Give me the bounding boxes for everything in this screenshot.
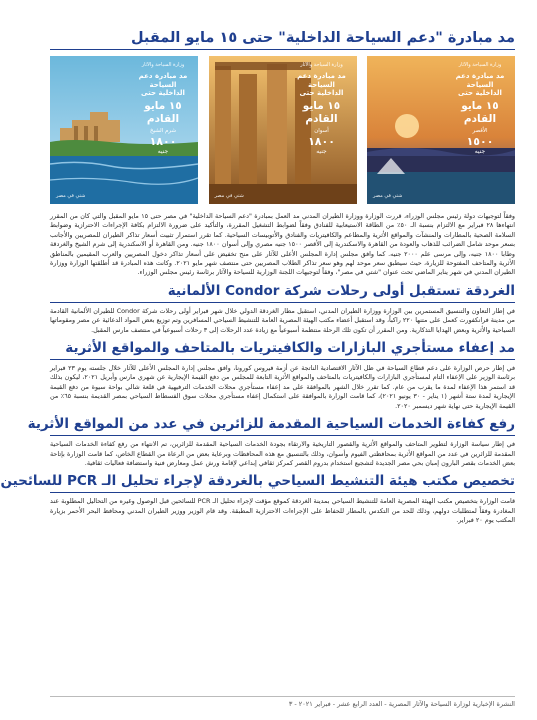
section-heading-condor: الغردقة تستقبل أولى رحلات شركة Condor الألمانية <box>50 283 515 303</box>
poster-currency: جنيه <box>474 147 486 155</box>
section-heading-bazaar-exemption: مد إعفاء مستأجري البازارات والكافيتريات بالمتاحف والمواقع الأثرية <box>50 340 515 360</box>
section-body-site-services: في إطار سياسة الوزارة لتطوير المتاحف والمواقع الأثرية والقصور التاريخية والارتقاء بجودة الخدمات السياحية المقدمة للزائرين، تم الانتهاء من رفع كفاءة الخدمات السياحية المقدمة للزائرين في عدد من المواقع الأثرية بمحافظتي الفيوم وأسوان، وذلك بالتنسيق مع هذه المحافظات وبرعاية بعض من الرعاة من القطاع الخاص، كما قامت الوزارة بإتاحة بعض الخدمات بقصر البارون إمبان بحي مصر الجديدة لتشجيع استخدام بدروم القصر كمركز ثقافي إبداعي لإقامة ورش عمل ومعارض فنية واستضافة فعاليات ثقافية. <box>50 440 515 467</box>
poster-title-line1: مد مبادرة دعم السياحة <box>297 72 346 89</box>
page-footer: النشرة الإخبارية لوزارة السياحة والآثار المصرية - العدد الرابع عشر - فبراير ٢٠٢١ - ٣ <box>50 696 515 708</box>
poster-currency: جنيه <box>316 147 327 155</box>
section-heading-site-services: رفع كفاءة الخدمات السياحية المقدمة للزائرين في عدد من المواقع الأثرية <box>50 416 515 436</box>
section-body-bazaar-exemption: في إطار حرص الوزارة على دعم قطاع السياحة في ظل الآثار الاقتصادية الناتجة عن أزمة فيروس كورونا، وافق مجلس إدارة المجلس الأعلى للآثار خلال جلسته يوم ٢٣ فبراير برئاسة الوزير على الإعفاء التام لمستأجري البازارات والكافيتريات بالمتاحف والمواقع الأثرية التابعة للمجلس من دفع القيمة الإيجارية عن شهري مارس وأبريل ٢٠٢١، ليكون بذلك قد استمر هذا الإعفاء لمدة ما يقرب من عام. كما تقرر خلال الشهر بالموافقة على مد إعفاء مستأجري محلات الخدمات الترفيهية في قلعة شالي بواحة سيوة من دفع القيمة الإيجارية لمدة ستة أشهر (١ يناير - ٣٠ يونيو ٢٠٢١)، كما قامت الوزارة بالموافقة على استكمال إعفاء مستأجري محلات سوق الفسطاط السياحي بمصر القديمة بنسبة ٦٥٪ من القيمة الإيجارية حتى نهاية شهر ديسمبر ٢٠٢٠. <box>50 364 516 410</box>
poster-fare: ١٥٠٠ <box>466 134 494 148</box>
poster-fare: ١٨٠٠ <box>308 134 335 148</box>
section-body-initiative: وفقاً لتوجيهات دولة رئيس مجلس الوزراء، قررت الوزارة ووزارة الطيران المدني مد العمل بمبادرة "دعم السياحة الداخلية" في مصر حتى ١٥ مايو المقبل والتي كان من المقرر انتهاءها ٢٨ فبراير مع الالتزام بنسبة الـ ٥٠٪ من الطاقة الاستيعابية للفنادق وفقاً لضوابط التشغيل المقررة، والتأكيد على ضرورة الالتزام بكافة الإجراءات الاحترازية وضوابط السلامة الصحية بالمطارات والمنشآت والمواقع الأثرية والمطاعم والكافيتريات والفنادق والأتوبيسات السياحية. كما تقرر استمرار تثبيت أسعار تذاكر الطيران للمصريين والأجانب بسعر موحد شامل الضرائب للذهاب والعودة من القاهرة والاسكندرية إلى الأقصر ١٥٠٠ جنيه مصري وإلى أسوان ١٨٠٠ جنيه. ومن القاهرة أو الاسكندرية إلى شرم الشيخ والغردقة وطابا ١٨٠٠ جنيه، وإلى مرسى علم ٢٠٠٠ جنيه. كما وافق مجلس إدارة المجلس الأعلى للآثار على منح تخفيض على أسعار تذاكر دخول المصريين والعرب المقيمين بالمناطق الأثرية والمتاحف المفتوحة للزيارة، حيث سيطبق سعر موحد لهم وهو سعر تذاكر الطلاب المصريين حتى منتصف شهر مايو ٢٠٢١. وكانت هذه المبادرة قد أطلقتها الوزارة ووزارة الطيران المدني في شهر يناير الماضي تحت عنوان "شتي في مصر"، وفقاً لتوجيهات اللجنة الوزارية للسياحة والآثار برئاسة رئيس مجلس الوزراء. <box>50 212 516 277</box>
poster-hashtag: شتي في مصر <box>56 193 86 199</box>
ministry-logo-text: وزارة السياحة والآثار <box>141 62 185 68</box>
poster-row <box>50 56 515 204</box>
poster-fare: ١٨٠٠ <box>149 134 177 148</box>
poster-hashtag: شتي في مصر <box>373 193 403 199</box>
poster-currency: جنيه <box>157 147 169 155</box>
poster-date: ١٥ مايو القادم <box>144 99 182 125</box>
section-body-pcr-office: قامت الوزارة بتخصيص مكتب الهيئة المصرية العامة للتنشيط السياحي بمدينة الغردقة كموقع مؤقت لإجراء تحليل الـ PCR للسائحين قبل الوصول وغيره من التحاليل المطلوبة عند المغادرة وفقاً لمتطلبات دولهم، وذلك للحد من التكدس بالمطار للحفاظ على الإجراءات الاحترازية المطبقة. وقد قام الوزير ووزير الطيران المدني ومحافظ البحر الأحمر بزيارة المكتب يوم ٢٠ فبراير. <box>50 497 515 525</box>
poster-title-line1: مد مبادرة دعم السياحة <box>138 72 188 89</box>
poster-2 <box>209 56 357 204</box>
poster-date: ١٥ مايو القادم <box>302 99 341 125</box>
section-body-condor: في إطار التعاون والتنسيق المستمرين بين الوزارة ووزارة الطيران المدني، استقبل مطار الغردقة الدولي خلال شهر فبراير أولى رحلات شركة Condor للطيران الألمانية القادمة من مدينة فرانكفورت كعمل على متنها ٢٢٠ راكباً، وقد استقبل أعضاء مكتب الهيئة المصرية العامة للتنشيط السياحي المسافرين وتم توزيع بعض المواد الدعائية عن مصر ومقوماتها السياحية والأثرية وبعض الهدايا التذكارية. ومن المقرر أن تكون تلك الرحلة منتظمة أسبوعياً مع زيادة عدد الرحلات إلى ٣ رحلات أسبوعياً في منتصف مارس المقبل. <box>50 306 515 334</box>
poster-2-text <box>293 62 351 155</box>
poster-destination: أسوان <box>314 127 329 134</box>
section-heading-initiative: مد مبادرة "دعم السياحة الداخلية" حتى ١٥ مايو المقبل <box>50 30 515 50</box>
poster-3 <box>50 56 198 204</box>
poster-destination: الأقصر <box>472 127 488 134</box>
poster-title-line2: الداخلية حتى <box>299 89 344 97</box>
poster-3-text <box>134 62 192 155</box>
poster-hashtag: شتي في مصر <box>214 193 244 199</box>
poster-title-line1: مد مبادرة دعم السياحة <box>455 72 505 89</box>
section-heading-pcr-office: تخصيص مكتب هيئة التنشيط السياحي بالغردقة لإجراء تحليل الـ PCR للسائحين <box>50 473 515 493</box>
ministry-logo-text: وزارة السياحة والآثار <box>458 62 502 68</box>
poster-title-line2: الداخلية حتى <box>141 89 185 97</box>
poster-1 <box>367 56 515 204</box>
poster-title-line2: الداخلية حتى <box>458 89 502 97</box>
poster-1-text <box>451 62 509 155</box>
poster-destination: شرم الشيخ <box>149 127 177 134</box>
ministry-logo-text: وزارة السياحة والآثار <box>300 62 343 68</box>
poster-date: ١٥ مايو القادم <box>461 99 499 125</box>
